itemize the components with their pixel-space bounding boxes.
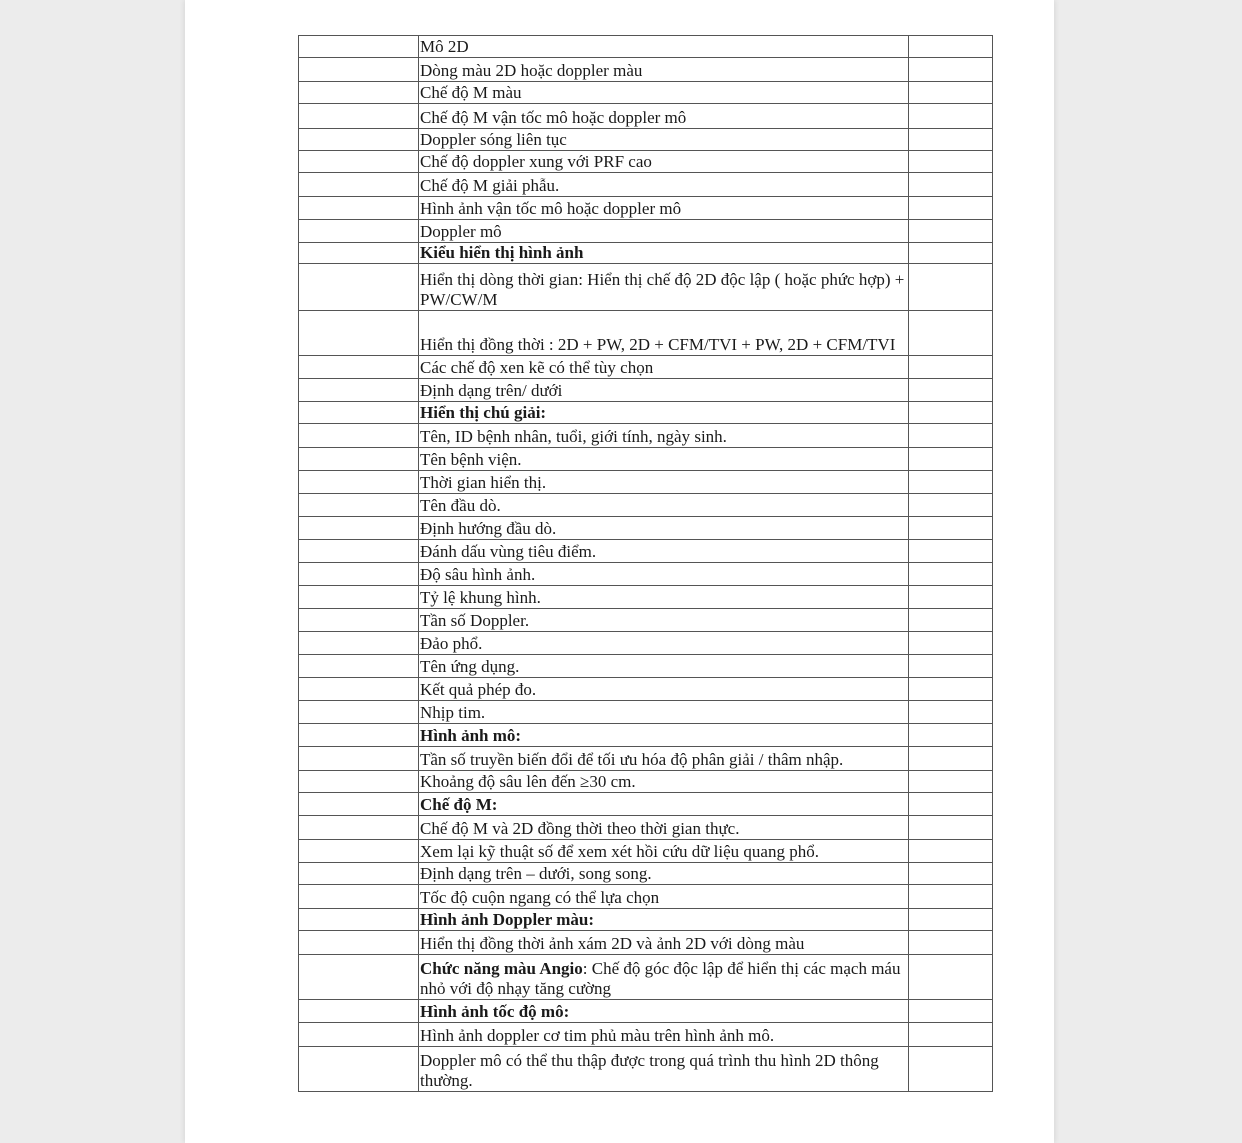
row-number-cell [299, 771, 419, 793]
spec-text: Đánh dấu vùng tiêu điểm. [420, 542, 597, 561]
spec-text: Chế độ M giải phẫu. [420, 176, 560, 195]
table-row [299, 678, 993, 701]
spec-text: Doppler sóng liên tục [420, 130, 567, 149]
spec-text: Đảo phổ. [420, 634, 483, 653]
table-row [299, 863, 993, 885]
remark-cell [909, 471, 993, 494]
table-row [299, 609, 993, 632]
row-number-cell [299, 173, 419, 197]
remark-cell [909, 58, 993, 82]
remark-cell [909, 840, 993, 863]
remark-cell [909, 1047, 993, 1092]
remark-cell [909, 104, 993, 129]
spec-text: Tần số truyền biến đổi để tối ưu hóa độ phân giải / thâm nhập. [420, 750, 844, 769]
spec-cell [419, 151, 909, 173]
remark-cell [909, 1023, 993, 1047]
spec-cell [419, 243, 909, 264]
spec-cell [419, 540, 909, 563]
row-number-cell [299, 36, 419, 58]
spec-cell [419, 909, 909, 931]
table-row [299, 129, 993, 151]
spec-text: Doppler mô [420, 222, 502, 241]
row-number-cell [299, 356, 419, 379]
table-row [299, 264, 993, 311]
spec-cell [419, 129, 909, 151]
remark-cell [909, 82, 993, 104]
table-row [299, 356, 993, 379]
table-row [299, 840, 993, 863]
table-row [299, 909, 993, 931]
remark-cell [909, 586, 993, 609]
row-number-cell [299, 678, 419, 701]
spec-cell [419, 311, 909, 356]
table-row [299, 885, 993, 909]
table-row [299, 402, 993, 424]
row-number-cell [299, 494, 419, 517]
table-row [299, 58, 993, 82]
row-number-cell [299, 609, 419, 632]
spec-cell [419, 494, 909, 517]
spec-cell [419, 701, 909, 724]
row-number-cell [299, 402, 419, 424]
table-row [299, 36, 993, 58]
row-number-cell [299, 58, 419, 82]
spec-cell [419, 1000, 909, 1023]
spec-cell [419, 220, 909, 243]
spec-text: Thời gian hiển thị. [420, 473, 547, 492]
spec-text: Chế độ M màu [420, 83, 522, 102]
spec-heading: Hình ảnh Doppler màu: [420, 910, 594, 929]
row-number-cell [299, 471, 419, 494]
remark-cell [909, 632, 993, 655]
row-number-cell [299, 563, 419, 586]
row-number-cell [299, 909, 419, 931]
document-page [185, 0, 1054, 1143]
spec-text: Các chế độ xen kẽ có thể tùy chọn [420, 358, 654, 377]
spec-cell [419, 379, 909, 402]
spec-heading: Hình ảnh mô: [420, 726, 522, 745]
spec-cell [419, 471, 909, 494]
spec-heading: Chế độ M: [420, 795, 498, 814]
remark-cell [909, 909, 993, 931]
spec-text: Dòng màu 2D hoặc doppler màu [420, 61, 643, 80]
table-row [299, 931, 993, 955]
spec-cell [419, 1047, 909, 1092]
table-row [299, 104, 993, 129]
row-number-cell [299, 151, 419, 173]
row-number-cell [299, 840, 419, 863]
spec-text: : Chế độ góc độc lập để hiển thị các mạch máu nhỏ với độ nhạy tăng cường [420, 959, 901, 998]
spec-text: Định dạng trên/ dưới [420, 381, 563, 400]
spec-cell [419, 448, 909, 471]
remark-cell [909, 129, 993, 151]
remark-cell [909, 402, 993, 424]
table-row [299, 816, 993, 840]
remark-cell [909, 424, 993, 448]
spec-heading: Hình ảnh tốc độ mô: [420, 1002, 570, 1021]
spec-text: Chế độ M vận tốc mô hoặc doppler mô [420, 108, 687, 127]
spec-cell [419, 563, 909, 586]
spec-text: Tốc độ cuộn ngang có thể lựa chọn [420, 888, 660, 907]
row-number-cell [299, 655, 419, 678]
row-number-cell [299, 724, 419, 747]
row-number-cell [299, 540, 419, 563]
spec-text: Chế độ M và 2D đồng thời theo thời gian thực. [420, 819, 740, 838]
remark-cell [909, 931, 993, 955]
row-number-cell [299, 379, 419, 402]
spec-text: Khoảng độ sâu lên đến ≥30 cm. [420, 772, 636, 791]
table-row [299, 243, 993, 264]
remark-cell [909, 747, 993, 771]
row-number-cell [299, 747, 419, 771]
row-number-cell [299, 82, 419, 104]
row-number-cell [299, 311, 419, 356]
spec-cell [419, 771, 909, 793]
remark-cell [909, 863, 993, 885]
table-row [299, 1047, 993, 1092]
remark-cell [909, 701, 993, 724]
table-row [299, 655, 993, 678]
row-number-cell [299, 517, 419, 540]
remark-cell [909, 609, 993, 632]
remark-cell [909, 494, 993, 517]
spec-heading: Kiểu hiển thị hình ảnh [420, 243, 584, 262]
table-row [299, 494, 993, 517]
remark-cell [909, 151, 993, 173]
table-row [299, 1023, 993, 1047]
table-row [299, 563, 993, 586]
spec-cell [419, 36, 909, 58]
row-number-cell [299, 793, 419, 816]
spec-cell [419, 58, 909, 82]
remark-cell [909, 955, 993, 1000]
spec-text: Nhịp tim. [420, 703, 486, 722]
spec-text: Hình ảnh vận tốc mô hoặc doppler mô [420, 199, 682, 218]
spec-heading: Chức năng màu Angio [420, 959, 583, 978]
row-number-cell [299, 220, 419, 243]
row-number-cell [299, 424, 419, 448]
row-number-cell [299, 863, 419, 885]
spec-text: Xem lại kỹ thuật số để xem xét hồi cứu dữ liệu quang phổ. [420, 842, 819, 861]
table-row [299, 448, 993, 471]
remark-cell [909, 356, 993, 379]
spec-cell [419, 955, 909, 1000]
row-number-cell [299, 264, 419, 311]
row-number-cell [299, 197, 419, 220]
spec-table [298, 35, 993, 1092]
spec-text: Hiển thị đồng thời ảnh xám 2D và ảnh 2D với dòng màu [420, 934, 805, 953]
spec-heading: Hiển thị chú giải: [420, 403, 547, 422]
table-row [299, 955, 993, 1000]
spec-cell [419, 356, 909, 379]
row-number-cell [299, 632, 419, 655]
row-number-cell [299, 129, 419, 151]
spec-text: Hiển thị đồng thời : 2D + PW, 2D + CFM/TVI + PW, 2D + CFM/TVI [420, 335, 896, 354]
table-row [299, 540, 993, 563]
spec-cell [419, 863, 909, 885]
spec-text: Định dạng trên – dưới, song song. [420, 864, 652, 883]
table-row [299, 747, 993, 771]
remark-cell [909, 540, 993, 563]
spec-cell [419, 655, 909, 678]
spec-cell [419, 173, 909, 197]
spec-text: Tên đầu dò. [420, 496, 501, 515]
remark-cell [909, 885, 993, 909]
spec-text: Hình ảnh doppler cơ tim phủ màu trên hình ảnh mô. [420, 1026, 775, 1045]
remark-cell [909, 379, 993, 402]
spec-text: Doppler mô có thể thu thập được trong quá trình thu hình 2D thông thường. [420, 1051, 879, 1090]
spec-cell [419, 632, 909, 655]
remark-cell [909, 771, 993, 793]
spec-cell [419, 931, 909, 955]
spec-text: Tên ứng dụng. [420, 657, 520, 676]
row-number-cell [299, 816, 419, 840]
table-row [299, 379, 993, 402]
row-number-cell [299, 931, 419, 955]
spec-cell [419, 678, 909, 701]
remark-cell [909, 264, 993, 311]
spec-cell [419, 609, 909, 632]
remark-cell [909, 793, 993, 816]
remark-cell [909, 678, 993, 701]
table-row [299, 632, 993, 655]
row-number-cell [299, 955, 419, 1000]
remark-cell [909, 243, 993, 264]
remark-cell [909, 311, 993, 356]
row-number-cell [299, 701, 419, 724]
table-row [299, 586, 993, 609]
spec-cell [419, 793, 909, 816]
spec-cell [419, 1023, 909, 1047]
remark-cell [909, 563, 993, 586]
spec-cell [419, 402, 909, 424]
spec-cell [419, 264, 909, 311]
row-number-cell [299, 448, 419, 471]
table-row [299, 517, 993, 540]
table-row [299, 471, 993, 494]
table-row [299, 701, 993, 724]
spec-text: Chế độ doppler xung với PRF cao [420, 152, 652, 171]
table-row [299, 1000, 993, 1023]
table-row [299, 724, 993, 747]
spec-text: Tỷ lệ khung hình. [420, 588, 541, 607]
spec-text: Kết quả phép đo. [420, 680, 537, 699]
remark-cell [909, 173, 993, 197]
remark-cell [909, 220, 993, 243]
table-row [299, 220, 993, 243]
spec-cell [419, 197, 909, 220]
table-row [299, 82, 993, 104]
spec-cell [419, 517, 909, 540]
spec-text: Độ sâu hình ảnh. [420, 565, 536, 584]
table-row [299, 173, 993, 197]
table-row [299, 151, 993, 173]
spec-text: Tên, ID bệnh nhân, tuổi, giới tính, ngày sinh. [420, 427, 727, 446]
spec-text: Hiển thị dòng thời gian: Hiển thị chế độ 2D độc lập ( hoặc phức hợp) + PW/CW/M [420, 270, 905, 309]
row-number-cell [299, 1000, 419, 1023]
spec-cell [419, 816, 909, 840]
remark-cell [909, 1000, 993, 1023]
table-row [299, 197, 993, 220]
spec-cell [419, 424, 909, 448]
table-row [299, 311, 993, 356]
table-row [299, 793, 993, 816]
remark-cell [909, 724, 993, 747]
remark-cell [909, 448, 993, 471]
table-row [299, 771, 993, 793]
spec-text: Tên bệnh viện. [420, 450, 522, 469]
spec-cell [419, 104, 909, 129]
spec-cell [419, 885, 909, 909]
spec-cell [419, 82, 909, 104]
row-number-cell [299, 104, 419, 129]
remark-cell [909, 197, 993, 220]
row-number-cell [299, 1047, 419, 1092]
remark-cell [909, 517, 993, 540]
spec-text: Mô 2D [420, 37, 469, 56]
spec-cell [419, 586, 909, 609]
table-row [299, 424, 993, 448]
row-number-cell [299, 1023, 419, 1047]
spec-cell [419, 747, 909, 771]
row-number-cell [299, 243, 419, 264]
remark-cell [909, 655, 993, 678]
row-number-cell [299, 885, 419, 909]
row-number-cell [299, 586, 419, 609]
remark-cell [909, 36, 993, 58]
spec-cell [419, 840, 909, 863]
remark-cell [909, 816, 993, 840]
spec-cell [419, 724, 909, 747]
spec-text: Định hướng đầu dò. [420, 519, 557, 538]
spec-text: Tần số Doppler. [420, 611, 530, 630]
